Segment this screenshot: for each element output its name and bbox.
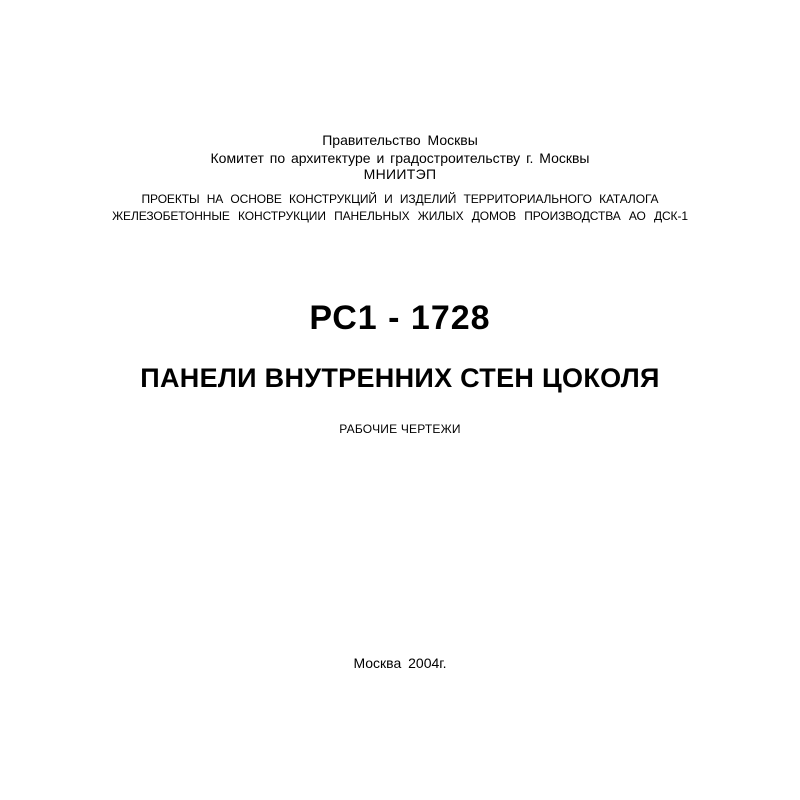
committee-heading: Комитет по архитектуре и градостроительству г. Москвы <box>210 150 590 166</box>
institute-heading: МНИИТЭП <box>363 166 437 182</box>
document-title: ПАНЕЛИ ВНУТРЕННИХ СТЕН ЦОКОЛЯ <box>140 363 660 393</box>
structures-description: ЖЕЛЕЗОБЕТОННЫЕ КОНСТРУКЦИИ ПАНЕЛЬНЫХ ЖИЛЫХ ДОМОВ ПРОИЗВОДСТВА АО ДСК-1 <box>112 209 688 223</box>
document-subtitle: РАБОЧИЕ ЧЕРТЕЖИ <box>339 422 461 436</box>
projects-description: ПРОЕКТЫ НА ОСНОВЕ КОНСТРУКЦИЙ И ИЗДЕЛИЙ ТЕРРИТОРИАЛЬНОГО КАТАЛОГА <box>141 192 659 206</box>
government-heading: Правительство Москвы <box>322 132 478 148</box>
city-year: Москва 2004г. <box>353 655 447 671</box>
document-code: РС1 - 1728 <box>309 299 491 337</box>
